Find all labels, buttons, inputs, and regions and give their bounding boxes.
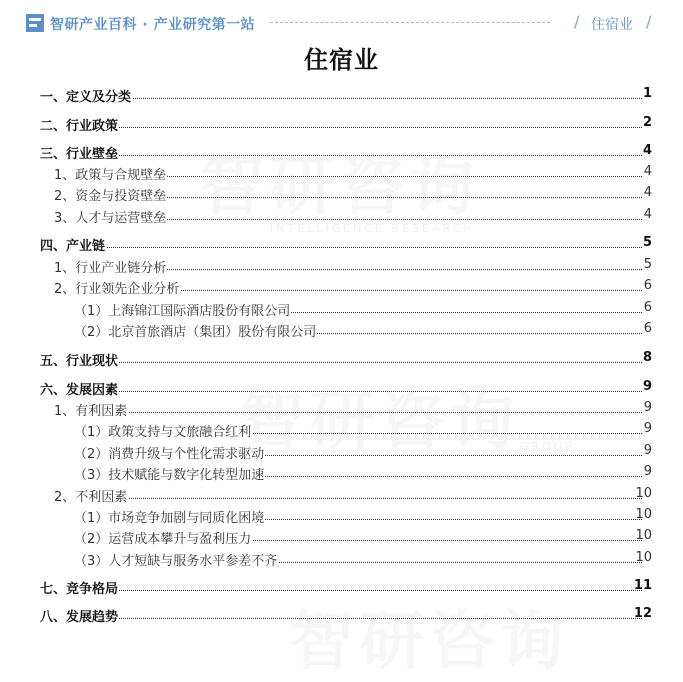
watermark-subtext: INTELLIGENCE RESEARCH	[270, 222, 475, 235]
toc-entry-label: （3）人才短缺与服务水平参差不齐	[74, 550, 278, 569]
toc-entry-label: 2、资金与投资壁垒	[54, 185, 167, 204]
toc-entry[interactable]	[0, 578, 683, 596]
toc-entry[interactable]	[0, 235, 683, 253]
toc-entry[interactable]	[0, 507, 683, 525]
toc-entry[interactable]	[0, 350, 683, 368]
watermark-text: 智研咨询	[290, 605, 570, 679]
toc-entry-page: 10	[635, 507, 652, 522]
industry-tag: 住宿业	[591, 17, 633, 33]
toc-entry-page: 11	[633, 578, 652, 593]
toc-entry-label: 六、发展因素	[40, 379, 119, 398]
toc-entry[interactable]	[0, 321, 683, 339]
toc-entry-page: 6	[643, 300, 652, 315]
toc-entry-page: 10	[635, 550, 652, 565]
toc-leader-dots	[54, 412, 642, 413]
toc-entry-label: 3、人才与运营壁垒	[54, 207, 167, 226]
watermark-subtext: GROUP	[520, 440, 575, 453]
toc-entry-page: 4	[643, 185, 652, 200]
slash-left: /	[574, 12, 580, 31]
toc-entry-label: 三、行业壁垒	[40, 143, 119, 162]
toc-entry[interactable]	[0, 257, 683, 275]
toc-leader-dots	[40, 127, 642, 128]
toc-entry[interactable]	[0, 278, 683, 296]
toc-entry[interactable]	[0, 443, 683, 461]
toc-leader-dots	[40, 590, 642, 591]
toc-entry-label: （1）政策支持与文旅融合红利	[74, 421, 252, 440]
toc-entry-page: 2	[642, 115, 652, 130]
toc-entry[interactable]	[0, 606, 683, 624]
slash-right: /	[646, 12, 652, 31]
toc-entry-page: 6	[643, 321, 652, 336]
toc-entry-label: 七、竞争格局	[40, 578, 119, 597]
toc-entry[interactable]	[0, 421, 683, 439]
toc-entry[interactable]	[0, 164, 683, 182]
toc-leader-dots	[40, 362, 642, 363]
toc-entry-page: 4	[643, 207, 652, 222]
toc-entry-label: 2、不利因素	[54, 486, 128, 505]
toc-entry[interactable]	[0, 464, 683, 482]
toc-entry-label: 八、发展趋势	[40, 606, 119, 625]
toc-entry-label: 一、定义及分类	[40, 86, 132, 105]
toc-entry-label: （3）技术赋能与数字化转型加速	[74, 464, 265, 483]
brand-text: 智研产业百科 · 产业研究第一站	[50, 17, 256, 33]
toc-entry-label: 四、产业链	[40, 235, 106, 254]
toc-entry-page: 9	[643, 443, 652, 458]
toc-entry-page: 8	[642, 350, 652, 365]
toc-leader-dots	[54, 498, 642, 499]
toc-entry-page: 6	[643, 278, 652, 293]
toc-entry-label: 1、行业产业链分析	[54, 257, 167, 276]
toc-leader-dots	[40, 155, 642, 156]
toc-entry[interactable]	[0, 86, 683, 104]
toc-entry[interactable]	[0, 550, 683, 568]
toc-entry-label: 1、政策与合规壁垒	[54, 164, 167, 183]
toc-entry-page: 4	[642, 143, 652, 158]
toc-entry-label: （2）运营成本攀升与盈利压力	[74, 528, 252, 547]
toc-entry-page: 1	[642, 86, 652, 101]
toc-entry-label: （2）北京首旅酒店（集团）股份有限公司	[74, 321, 317, 340]
toc-entry[interactable]	[0, 486, 683, 504]
toc-leader-dots	[40, 247, 642, 248]
toc-leader-dots	[40, 391, 642, 392]
toc-entry-label: （1）市场竞争加剧与同质化困境	[74, 507, 265, 526]
toc-entry-label: 1、有利因素	[54, 400, 128, 419]
toc-entry-page: 10	[635, 528, 652, 543]
toc-entry-label: 二、行业政策	[40, 115, 119, 134]
toc-entry-label: 2、行业领先企业分析	[54, 278, 180, 297]
toc-entry-page: 9	[643, 400, 652, 415]
toc-entry-label: 五、行业现状	[40, 350, 119, 369]
toc-entry[interactable]	[0, 143, 683, 161]
toc-entry[interactable]	[0, 300, 683, 318]
toc-entry[interactable]	[0, 207, 683, 225]
toc-entry[interactable]	[0, 400, 683, 418]
toc-entry[interactable]	[0, 528, 683, 546]
toc-entry[interactable]	[0, 379, 683, 397]
toc-entry[interactable]	[0, 185, 683, 203]
toc-entry-label: （2）消费升级与个性化需求驱动	[74, 443, 265, 462]
toc-entry-page: 4	[643, 164, 652, 179]
watermark-text: 智研咨询	[240, 385, 520, 459]
toc-entry[interactable]	[0, 115, 683, 133]
document-title: 住宿业	[304, 46, 379, 74]
toc-entry-page: 9	[642, 379, 652, 394]
toc-entry-label: （1）上海锦江国际酒店股份有限公司	[74, 300, 291, 319]
toc-entry-page: 9	[643, 421, 652, 436]
toc-entry-page: 5	[642, 235, 652, 250]
toc-entry-page: 12	[633, 606, 652, 621]
toc-entry-page: 5	[643, 257, 652, 272]
toc-leader-dots	[40, 618, 642, 619]
watermark-text: 智研咨询	[200, 150, 480, 224]
toc-entry-page: 10	[635, 486, 652, 501]
toc-entry-page: 9	[643, 464, 652, 479]
